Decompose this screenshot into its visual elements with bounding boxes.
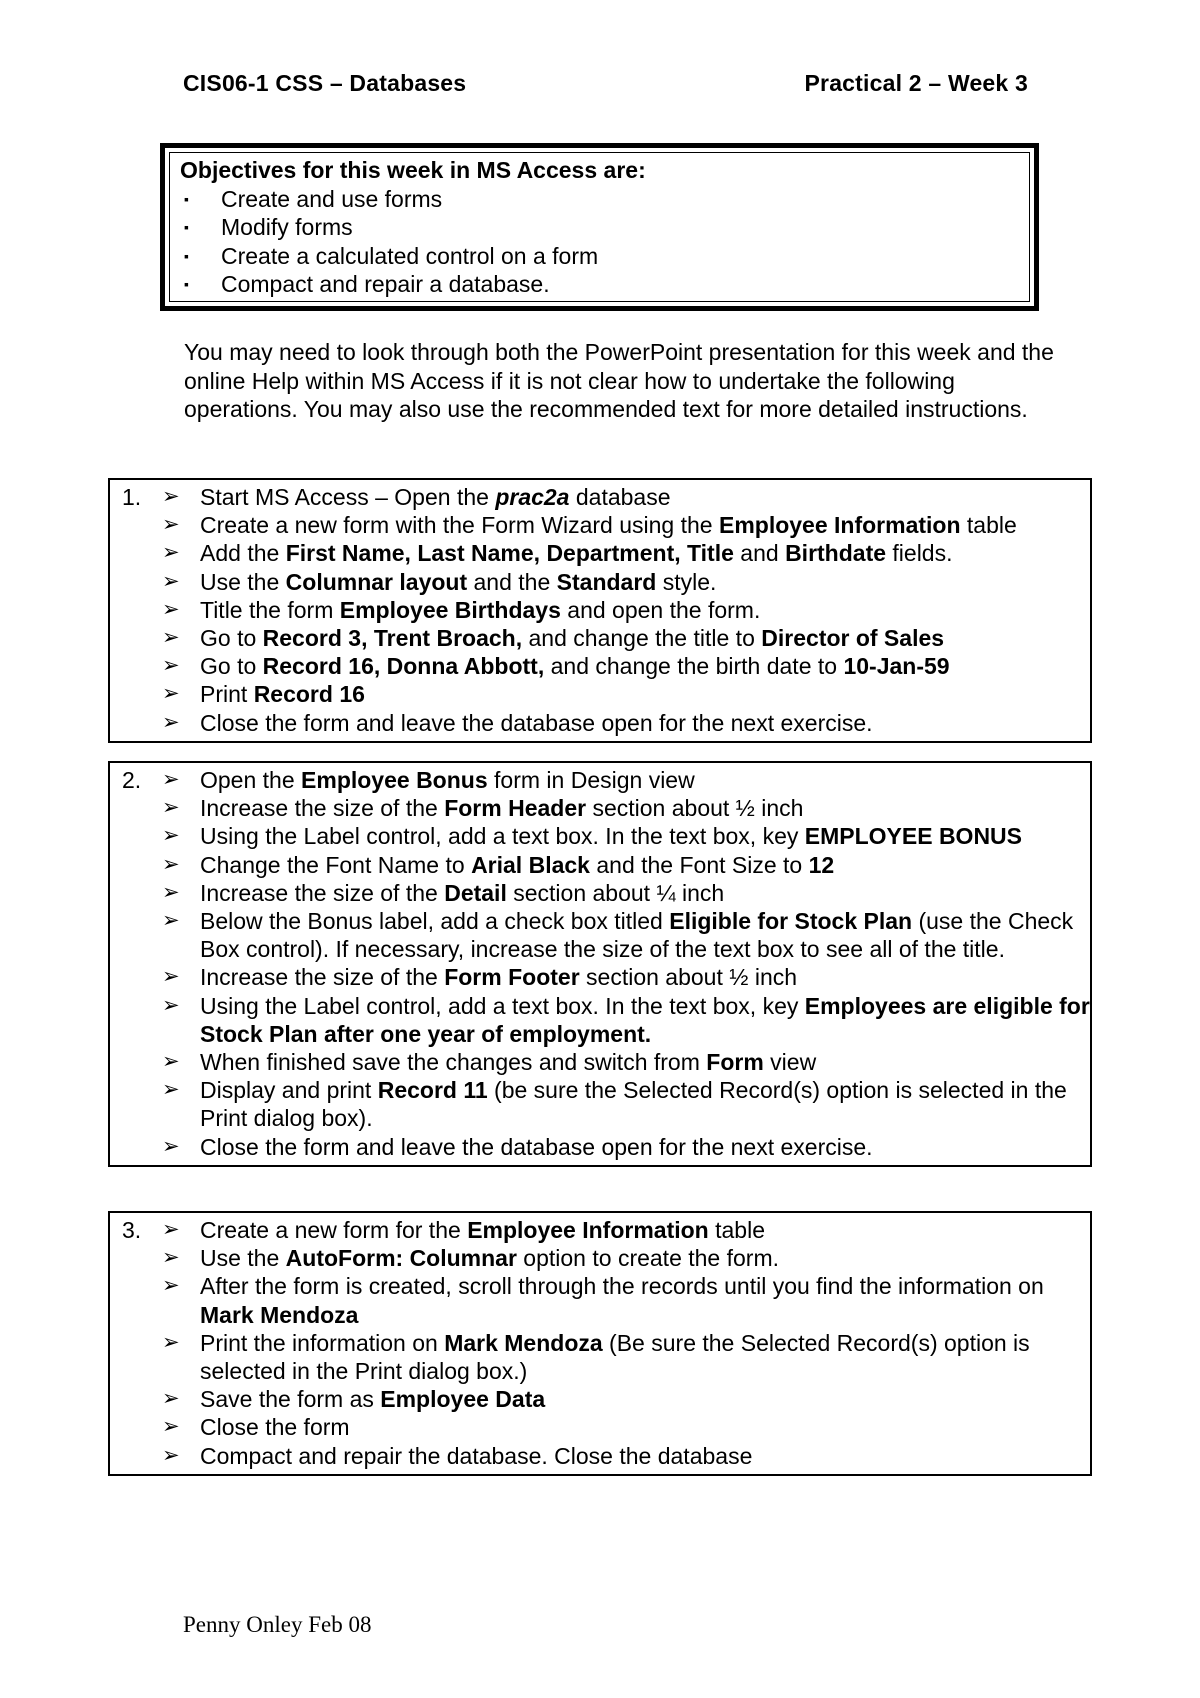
step-segment: view: [763, 1049, 817, 1076]
task-step: [160, 568, 1090, 596]
objective-item: [180, 213, 1029, 242]
step-segment: Close the form and leave the database open for the next exercise.: [200, 709, 873, 736]
step-emphasis: First Name, Last Name, Department, Title: [285, 540, 734, 567]
step-text: [200, 879, 1090, 907]
step-emphasis: Eligible for Stock Plan: [669, 908, 913, 935]
step-segment: option to create the form.: [516, 1245, 780, 1272]
step-text: [200, 1272, 1090, 1328]
arrow-bullet-icon: ➢: [162, 1218, 180, 1241]
arrow-bullet-icon: ➢: [162, 597, 180, 621]
step-text: [200, 1413, 1090, 1441]
step-text: [200, 907, 1090, 963]
objectives-list: [180, 185, 1029, 299]
step-segment: and: [733, 540, 786, 567]
task-step: [160, 1272, 1090, 1328]
step-text: [200, 1329, 1090, 1385]
step-emphasis: Form: [706, 1049, 764, 1076]
arrow-bullet-icon: ➢: [162, 796, 180, 820]
task-step: [160, 992, 1090, 1048]
square-bullet-icon: ▪: [184, 190, 189, 207]
task-step: [160, 1385, 1090, 1413]
square-bullet-icon: ▪: [184, 276, 189, 292]
task-step: [160, 483, 1090, 511]
step-text: [200, 652, 1090, 680]
arrow-bullet-icon: ➢: [162, 1415, 180, 1439]
arrow-bullet-icon: ➢: [162, 1246, 180, 1270]
step-segment: section about ¼ inch: [506, 879, 725, 906]
step-segment: Close the form and leave the database open for the next exercise.: [200, 1133, 873, 1160]
step-emphasis: Form Footer: [444, 964, 580, 991]
task-step: [160, 539, 1090, 567]
footer-author: Penny Onley Feb 08: [183, 1612, 372, 1637]
step-segment: and change the title to: [522, 625, 762, 652]
step-emphasis: Record 11: [377, 1077, 488, 1104]
step-emphasis: Employee Information: [718, 512, 961, 539]
task-number: 2.: [122, 767, 142, 793]
step-segment: Title the form: [200, 596, 340, 623]
step-emphasis: Mark Mendoza: [200, 1301, 359, 1328]
arrow-bullet-icon: ➢: [162, 993, 180, 1017]
step-text: [200, 1076, 1090, 1132]
step-emphasis: 12: [808, 851, 835, 878]
step-segment: Go to: [200, 625, 263, 652]
task-step: [160, 1413, 1090, 1441]
step-emphasis: prac2a: [495, 484, 570, 510]
task-step: [160, 963, 1090, 991]
step-text: [200, 539, 1090, 567]
step-emphasis: 10-Jan-59: [843, 653, 950, 680]
arrow-bullet-icon: ➢: [162, 541, 180, 565]
step-emphasis: Form Header: [444, 795, 587, 822]
task-step: [160, 794, 1090, 822]
step-text: [200, 1244, 1090, 1272]
objective-text: Modify forms: [221, 214, 353, 240]
step-text: [200, 568, 1090, 596]
task-step: [160, 709, 1090, 737]
objectives-inner: [169, 152, 1030, 302]
intro-paragraph: You may need to look through both the PowerPoint presentation for this week and the online Help within MS Access if it is not clear how to undertake the following operations. You may also use the recommended text for more detailed instructions.: [184, 339, 1054, 422]
step-segment: Using the Label control, add a text box. In the text box, key: [200, 823, 805, 850]
task-box-1: [108, 478, 1092, 743]
step-emphasis: Record 3, Trent Broach,: [262, 625, 523, 652]
task-step: [160, 907, 1090, 963]
step-segment: section about ½ inch: [586, 795, 804, 822]
arrow-bullet-icon: ➢: [162, 1330, 180, 1354]
step-text: [200, 511, 1090, 539]
step-segment: Increase the size of the: [200, 879, 445, 906]
task-step: [160, 1076, 1090, 1132]
task-box-3: [108, 1211, 1092, 1476]
step-text: [200, 1133, 1090, 1161]
step-text: [200, 822, 1090, 850]
step-text: [200, 992, 1090, 1048]
arrow-bullet-icon: ➢: [162, 513, 180, 537]
step-text: [200, 1385, 1090, 1413]
task-box-2: [108, 761, 1092, 1167]
arrow-bullet-icon: ➢: [162, 852, 180, 876]
arrow-bullet-icon: ➢: [162, 824, 180, 848]
step-segment: and open the form.: [560, 596, 761, 623]
arrow-bullet-icon: ➢: [162, 1078, 180, 1102]
arrow-bullet-icon: ➢: [162, 569, 180, 593]
step-segment: form in Design view: [487, 767, 695, 793]
objective-item: [180, 185, 1029, 214]
arrow-bullet-icon: ➢: [162, 485, 180, 508]
practical-title: Practical 2 – Week 3: [804, 70, 1028, 96]
arrow-bullet-icon: ➢: [162, 965, 180, 989]
step-segment: section about ½ inch: [579, 964, 798, 991]
step-emphasis: Standard: [556, 568, 657, 595]
arrow-bullet-icon: ➢: [162, 654, 180, 678]
step-emphasis: Employee Bonus: [301, 767, 488, 793]
step-segment: Use the: [200, 568, 286, 595]
step-emphasis: Employee Data: [380, 1386, 546, 1413]
arrow-bullet-icon: ➢: [162, 880, 180, 904]
arrow-bullet-icon: ➢: [162, 1134, 180, 1158]
step-emphasis: Arial Black: [471, 851, 590, 878]
objectives-box: [160, 143, 1039, 311]
step-segment: Increase the size of the: [200, 795, 445, 822]
step-text: [200, 596, 1090, 624]
square-bullet-icon: ▪: [184, 247, 189, 264]
objective-text: Create a calculated control on a form: [221, 242, 599, 269]
step-segment: and the Font Size to: [589, 851, 809, 878]
step-emphasis: Columnar layout: [285, 568, 468, 595]
arrow-bullet-icon: ➢: [162, 1274, 180, 1298]
step-segment: and change the birth date to: [544, 653, 844, 680]
step-segment: Print the information on: [200, 1329, 445, 1356]
step-text: [200, 680, 1090, 708]
step-text: [200, 963, 1090, 991]
step-segment: Increase the size of the: [200, 964, 445, 991]
step-segment: Close the form: [200, 1414, 350, 1441]
step-text: [200, 624, 1090, 652]
task-number: 1.: [122, 484, 142, 510]
step-text: [200, 1216, 1090, 1244]
step-emphasis: AutoForm: Columnar: [285, 1245, 517, 1272]
step-segment: Create a new form with the Form Wizard using the: [200, 512, 719, 539]
square-bullet-icon: ▪: [184, 219, 189, 235]
task-step: [160, 1329, 1090, 1385]
task-step: [160, 596, 1090, 624]
step-segment: (Be sure the Selected Record(s) option is selected in the Print dialog box.): [200, 1329, 1030, 1385]
task-step: [160, 766, 1090, 794]
objective-text: Compact and repair a database.: [221, 271, 550, 297]
step-segment: Compact and repair the database. Close the database: [200, 1442, 753, 1469]
step-text: [200, 1048, 1090, 1076]
step-segment: Open the: [200, 767, 302, 793]
step-text: [200, 766, 1090, 794]
step-segment: table: [708, 1217, 765, 1243]
arrow-bullet-icon: ➢: [162, 682, 180, 706]
arrow-bullet-icon: ➢: [162, 1050, 180, 1074]
task-step: [160, 1048, 1090, 1076]
step-segment: When finished save the changes and switch from: [200, 1049, 707, 1076]
step-segment: Use the: [200, 1245, 286, 1272]
task-step: [160, 1133, 1090, 1161]
step-text: [200, 709, 1090, 737]
task-step: [160, 822, 1090, 850]
arrow-bullet-icon: ➢: [162, 710, 180, 734]
step-segment: (be sure the Selected Record(s) option is selected in the Print dialog box).: [200, 1077, 1067, 1132]
task-step: [160, 652, 1090, 680]
objective-text: Create and use forms: [221, 185, 443, 212]
step-segment: database: [569, 484, 671, 510]
step-emphasis: Mark Mendoza: [444, 1329, 603, 1356]
step-segment: style.: [656, 568, 717, 595]
step-emphasis: EMPLOYEE BONUS: [804, 823, 1023, 850]
step-emphasis: Director of Sales: [761, 625, 945, 652]
task-step: [160, 1442, 1090, 1470]
step-segment: Display and print: [200, 1077, 378, 1104]
step-segment: table: [960, 512, 1017, 539]
objective-item: [180, 270, 1029, 299]
step-segment: After the form is created, scroll through the records until you find the information on: [200, 1273, 1044, 1300]
step-segment: Start MS Access – Open the: [200, 484, 496, 510]
arrow-bullet-icon: ➢: [162, 1443, 180, 1467]
step-segment: Change the Font Name to: [200, 851, 472, 878]
arrow-bullet-icon: ➢: [162, 626, 180, 650]
step-segment: Go to: [200, 653, 263, 680]
step-segment: Create a new form for the: [200, 1217, 468, 1243]
step-segment: Using the Label control, add a text box. In the text box, key: [200, 992, 805, 1019]
step-text: [200, 794, 1090, 822]
objectives-title: Objectives for this week in MS Access are:: [180, 157, 646, 183]
step-segment: Print: [200, 681, 254, 708]
step-emphasis: Record 16: [253, 681, 365, 708]
arrow-bullet-icon: ➢: [162, 1387, 180, 1411]
task-step: [160, 1244, 1090, 1272]
step-segment: Save the form as: [200, 1386, 381, 1413]
task-step: [160, 851, 1090, 879]
task-step: [160, 624, 1090, 652]
task-step: [160, 680, 1090, 708]
step-emphasis: Detail: [444, 879, 507, 906]
step-text: [200, 851, 1090, 879]
step-segment: and the: [467, 568, 557, 595]
task-step: [160, 1216, 1090, 1244]
task-number: 3.: [122, 1217, 142, 1243]
step-emphasis: Employee Information: [467, 1217, 709, 1243]
course-title: CIS06-1 CSS – Databases: [183, 70, 467, 96]
step-emphasis: Employee Birthdays: [339, 596, 561, 623]
step-segment: (use the Check Box control). If necessary, increase the size of the text box to see all of the title.: [200, 908, 1074, 963]
step-emphasis: Record 16, Donna Abbott,: [262, 653, 545, 680]
arrow-bullet-icon: ➢: [162, 909, 180, 933]
step-text: [200, 1442, 1090, 1470]
objective-item: [180, 242, 1029, 271]
arrow-bullet-icon: ➢: [162, 768, 180, 791]
step-emphasis: Birthdate: [785, 540, 887, 567]
step-emphasis: Employees are eligible for Stock Plan after one year of employment.: [200, 992, 1090, 1047]
step-text: [200, 483, 1090, 511]
step-segment: fields.: [886, 540, 953, 567]
step-segment: Below the Bonus label, add a check box titled: [200, 908, 670, 935]
task-step: [160, 879, 1090, 907]
step-segment: Add the: [200, 540, 286, 567]
task-step: [160, 511, 1090, 539]
